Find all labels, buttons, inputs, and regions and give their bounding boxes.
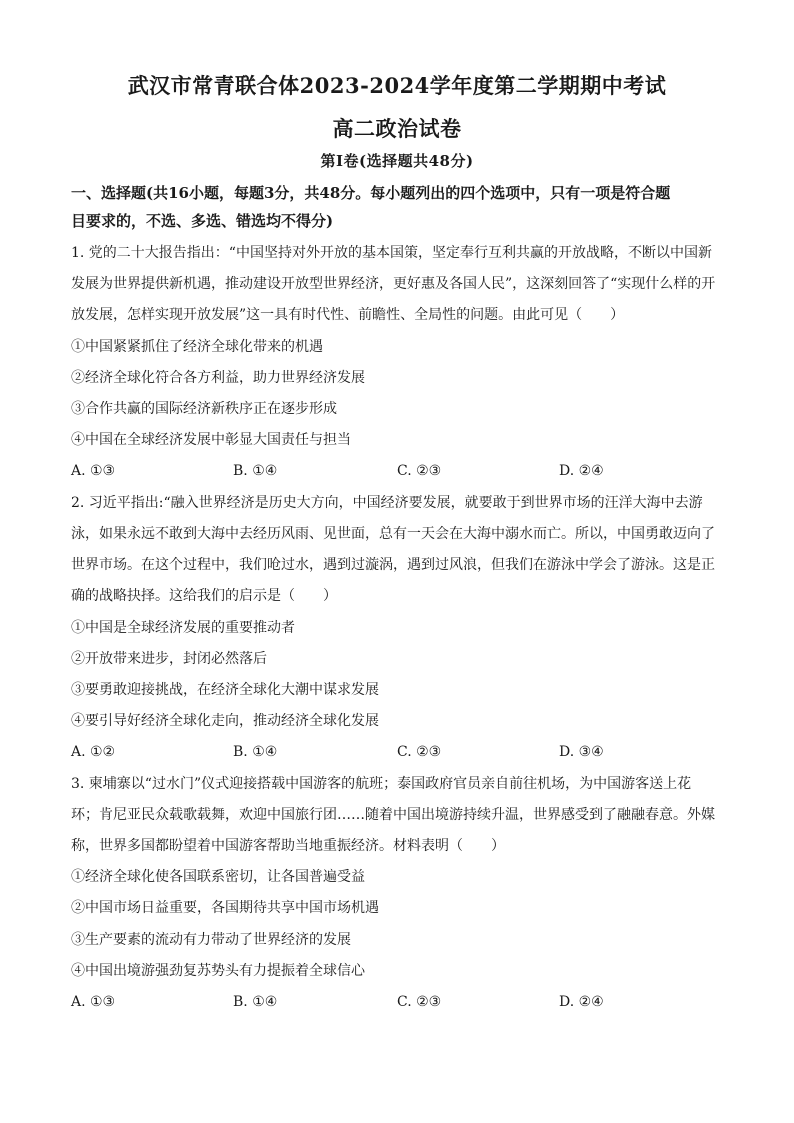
section-line: 一、选择题(共16小题，每题3分，共48分。每小题列出的四个选项中，只有一项是符合题 bbox=[71, 184, 671, 202]
answer-options bbox=[71, 992, 731, 1012]
section-instructions bbox=[71, 179, 731, 235]
part-heading: 第Ⅰ卷(选择题共48分) bbox=[320, 152, 474, 170]
statement-item: ④中国出境游强劲复苏势头有力提振着全球信心 bbox=[71, 963, 365, 979]
option-b: B. ①④ bbox=[233, 994, 278, 1010]
statement-item: ①中国紧紧抓住了经济全球化带来的机遇 bbox=[71, 339, 323, 355]
option-c: C. ②③ bbox=[397, 463, 442, 479]
option-d: D. ②④ bbox=[559, 994, 604, 1010]
question-stem-line: 放发展，怎样实现开放发展”这一具有时代性、前瞻性、全局性的问题。由此可见（ ） bbox=[71, 307, 625, 323]
statement-item: ③生产要素的流动有力带动了世界经济的发展 bbox=[71, 932, 351, 948]
answer-options bbox=[71, 461, 731, 481]
statement-item: ③要勇敢迎接挑战，在经济全球化大潮中谋求发展 bbox=[71, 682, 379, 698]
option-b: B. ①④ bbox=[233, 463, 278, 479]
question-stem-line: 1. 党的二十大报告指出：“中国坚持对外开放的基本国策，坚定奉行互利共赢的开放战略，不断以中国新 bbox=[71, 245, 712, 261]
statement-item: ④中国在全球经济发展中彰显大国责任与担当 bbox=[71, 432, 351, 448]
question-stem-line: 3. 柬埔寨以“过水门”仪式迎接搭载中国游客的航班；泰国政府官员亲自前往机场，为中国游客送上花 bbox=[71, 776, 692, 792]
section-line: 目要求的，不选、多选、错选均不得分) bbox=[71, 212, 334, 230]
option-c: C. ②③ bbox=[397, 994, 442, 1010]
option-d: D. ③④ bbox=[559, 744, 604, 760]
statement-item: ①经济全球化使各国联系密切，让各国普遍受益 bbox=[71, 869, 365, 885]
question-stem-line: 称，世界多国都盼望着中国游客帮助当地重振经济。材料表明（ ） bbox=[71, 838, 505, 854]
exam-subtitle: 高二政治试卷 bbox=[332, 116, 462, 141]
answer-options bbox=[71, 742, 731, 762]
option-a: A. ①③ bbox=[71, 994, 116, 1010]
statement-item: ②经济全球化符合各方利益，助力世界经济发展 bbox=[71, 370, 365, 386]
question-stem-line: 发展为世界提供新机遇，推动建设开放型世界经济，更好惠及各国人民”，这深刻回答了“实现什么样的开 bbox=[71, 276, 716, 292]
question-stem-line: 世界市场。在这个过程中，我们呛过水，遇到过漩涡，遇到过风浪，但我们在游泳中学会了游泳。这是正 bbox=[71, 557, 715, 573]
option-b: B. ①④ bbox=[233, 744, 278, 760]
question-stem-line: 2. 习近平指出:“融入世界经济是历史大方向，中国经济要发展，就要敢于到世界市场的汪洋大海中去游 bbox=[71, 495, 703, 511]
statement-item: ②中国市场日益重要，各国期待共享中国市场机遇 bbox=[71, 900, 379, 916]
statement-item: ④要引导好经济全球化走向，推动经济全球化发展 bbox=[71, 713, 379, 729]
exam-title: 武汉市常青联合体2023-2024学年度第二学期期中考试 bbox=[127, 73, 667, 98]
statement-item: ②开放带来进步，封闭必然落后 bbox=[71, 651, 267, 667]
option-c: C. ②③ bbox=[397, 744, 442, 760]
question-stem-line: 环；肯尼亚民众载歌载舞，欢迎中国旅行团……随着中国出境游持续升温，世界感受到了融融春意。外媒 bbox=[71, 807, 715, 823]
option-d: D. ②④ bbox=[559, 463, 604, 479]
question-stem-line: 确的战略抉择。这给我们的启示是（ ） bbox=[71, 588, 337, 604]
option-a: A. ①③ bbox=[71, 463, 116, 479]
question-stem-line: 泳，如果永远不敢到大海中去经历风雨、见世面，总有一天会在大海中溺水而亡。所以，中国勇敢迈向了 bbox=[71, 526, 715, 542]
option-a: A. ①② bbox=[71, 744, 116, 760]
statement-item: ①中国是全球经济发展的重要推动者 bbox=[71, 620, 295, 636]
statement-item: ③合作共赢的国际经济新秩序正在逐步形成 bbox=[71, 401, 337, 417]
